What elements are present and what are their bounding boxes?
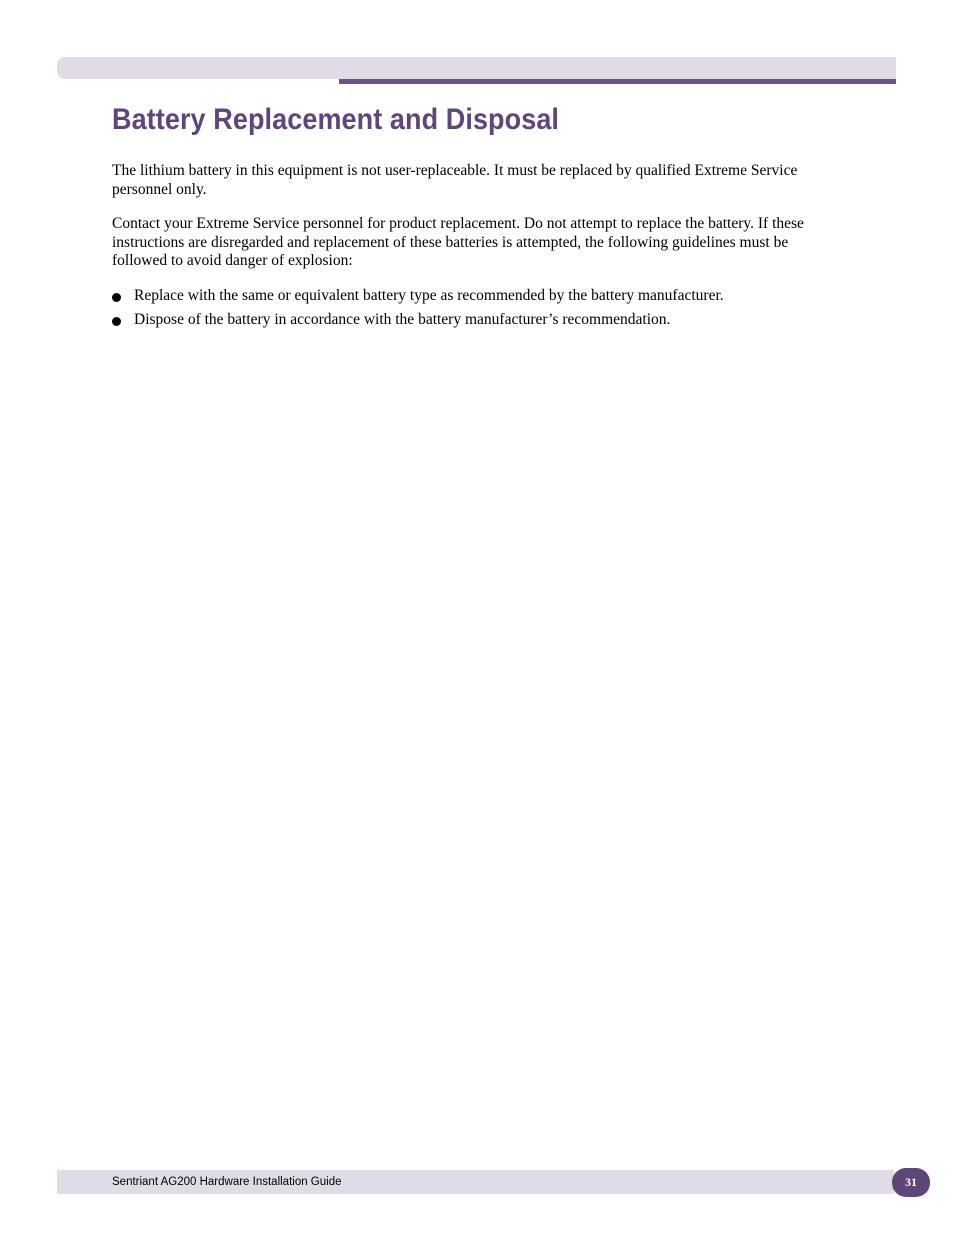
header-band — [57, 57, 896, 79]
header-rule — [339, 79, 896, 84]
page-number: 31 — [892, 1168, 930, 1197]
paragraph-replacement-guidelines: Contact your Extreme Service personnel for product replacement. Do not attempt to replace the battery. If these instructions are disregarded and replacement of these batteries is attempted, the following guidelines must be followed to avoid danger of explosion: — [112, 215, 804, 269]
list-item — [112, 287, 847, 306]
bullet-icon — [112, 317, 121, 326]
guideline-list — [112, 287, 847, 330]
page-title: Battery Replacement and Disposal — [112, 103, 560, 136]
paragraph-battery-not-replaceable: The lithium battery in this equipment is not user-replaceable. It must be replaced by qualified Extreme Service personnel only. — [112, 162, 798, 198]
list-item — [112, 311, 847, 330]
page-content — [112, 162, 847, 336]
bullet-icon — [112, 293, 121, 302]
list-item-text: Replace with the same or equivalent battery type as recommended by the battery manufacturer. — [134, 286, 724, 304]
list-item-text: Dispose of the battery in accordance with the battery manufacturer’s recommendation. — [134, 311, 671, 328]
footer-guide-title: Sentriant AG200 Hardware Installation Guide — [112, 1176, 342, 1188]
